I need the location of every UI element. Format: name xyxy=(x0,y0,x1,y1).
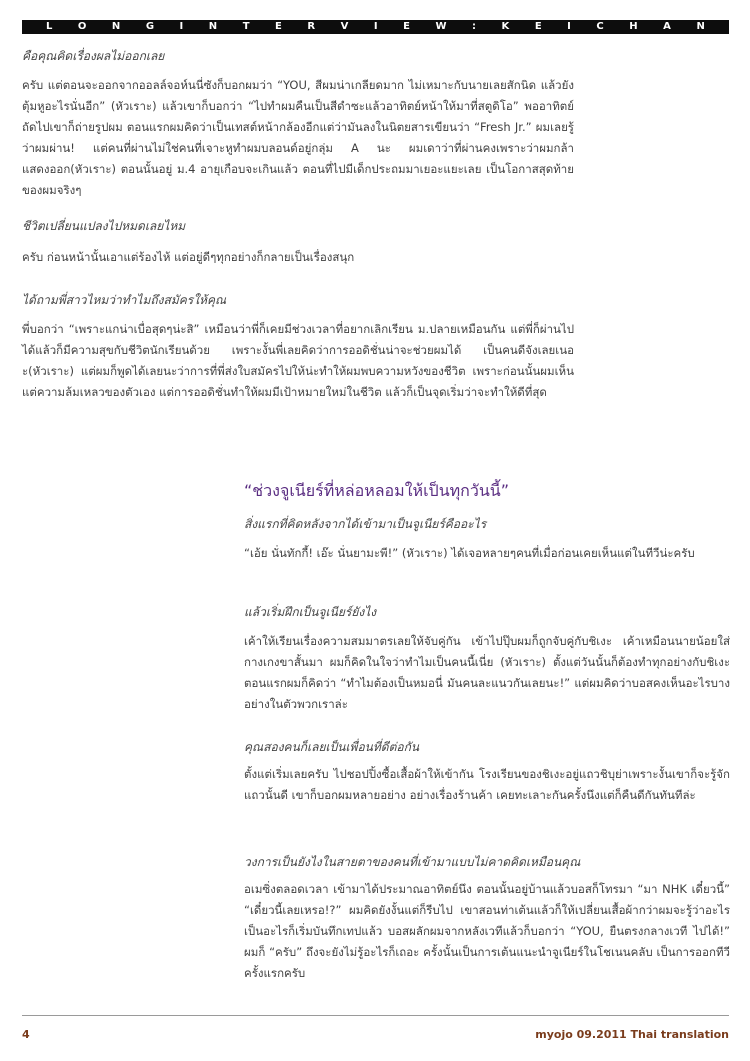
qa-section xyxy=(244,739,730,806)
question: คุณสองคนก็เลยเป็นเพื่อนที่ดีต่อกัน xyxy=(244,740,420,754)
header-letter: K xyxy=(501,21,510,32)
question: แล้วเริ่มฝึกเป็นจูเนียร์ยังไง xyxy=(244,605,377,619)
header-letter: I xyxy=(179,21,184,32)
header-letter: N xyxy=(696,21,705,32)
page-number: 4 xyxy=(22,1028,30,1041)
qa-section xyxy=(22,218,574,268)
qa-section xyxy=(244,516,730,564)
header-bar xyxy=(22,20,729,34)
header-letter: I xyxy=(373,21,378,32)
qa-section xyxy=(244,604,730,715)
question: ชีวิตเปลี่ยนแปลงไปหมดเลยไหม xyxy=(22,219,186,233)
footer-rule xyxy=(22,1015,729,1016)
header-letter: O xyxy=(77,21,87,32)
answer: ตั้งแต่เริ่มเลยครับ ไปชอปปิ้งซื้อเสื้อผ้าให้เข้ากัน โรงเรียนของชิเงะอยู่แถวชิบุย่าเพราะงั้นเขาก็จะรู้จักแถวนั้นดี เขาก็บอกผมหลายอย่าง อย่างเรื่องร้านค้า เคยทะเลาะกันครั้งนึงแต่ก็คืนดีกันทันทีล่ะ xyxy=(244,767,730,802)
header-letter: E xyxy=(534,21,542,32)
header-separator: : xyxy=(472,21,477,32)
header-letter: E xyxy=(275,21,282,32)
answer: เค้าให้เรียนเรื่องความสมมาตรเลยให้จับคู่กัน เข้าไปปุ๊บผมก็ถูกจับคู่กับชิเงะ เค้าเหมือนนายน้อยใส่กางเกงขาสั้นมา ผมก็คิดในใจว่าทำไมเป็นคนนี้เนี่ย (หัวเราะ) ตั้งแต่วันนั้นก็ต้องทำทุกอย่างกับชิเงะ ตอนแรกผมก็คิดว่า “ทำไมต้องเป็นหมอนี่ มันคนละแนวกันเลยนะ!” แต่ผมคิดว่าบอสคงเห็นอะไรบางอย่างในตัวพวกเราล่ะ xyxy=(244,634,730,711)
header-letter: G xyxy=(145,21,155,32)
answer: ครับ ก่อนหน้านั้นเอาแต่ร้องไห้ แต่อยู่ดีๆทุกอย่างก็กลายเป็นเรื่องสนุก xyxy=(22,250,355,264)
answer: ครับ แต่ตอนจะออกจากออลล์จอห์นนี่ซังก็บอกผมว่า “YOU, สีผมน่าเกลียดมาก ไม่เหมาะกับนายเลยสักนิด แล้วยังตุ้มหูอะไรนั่นอีก” (หัวเราะ) แล้วเขาก็บอกว่า “ไปทำผมคืนเป็นสีดำซะแล้วอาทิตย์หน้าให้มาที่สตูดิโอ” พออาทิตย์ถัดไปเขาก็ถ่ายรูปผม ตอนแรกผมคิดว่าเป็นเทสต์หน้ากล้องอีกแต่ว่ามันลงในนิตยสารเขียนว่า “Fresh Jr.” ผมเลยรู้ว่าผมผ่าน! แต่คนที่ผ่านไม่ใช่คนที่เจาะหูทำผมบลอนด์อยู่กลุ่ม A นะ ผมเดาว่าที่ผ่านคงเพราะว่าผมกล้าแสดงออก(หัวเราะ) ตอนนั้นอยู่ ม.4 อายุเกือบจะเกินแล้ว ตอนที่ไปมีเด็กประถมมาเยอะแยะเลย เป็นโอกาสสุดท้ายของผมจริงๆ xyxy=(22,78,574,197)
pullquote xyxy=(244,480,730,502)
pullquote-text: “ช่วงจูเนียร์ที่หล่อหลอมให้เป็นทุกวันนี้” xyxy=(244,481,510,500)
qa-section xyxy=(22,48,574,201)
header-letter: L xyxy=(46,21,53,32)
qa-section xyxy=(244,854,730,984)
header-letter: T xyxy=(242,21,250,32)
header-letter: N xyxy=(111,21,121,32)
header-letter: W xyxy=(435,21,447,32)
header-letter: R xyxy=(307,21,316,32)
question: สิ่งแรกที่คิดหลังจากได้เข้ามาเป็นจูเนียร์คืออะไร xyxy=(244,517,487,531)
answer: พี่บอกว่า “เพราะแกน่าเบื่อสุดๆน่ะสิ” เหมือนว่าพี่ก็เคยมีช่วงเวลาที่อยากเลิกเรียน ม.ปลายเหมือนกัน แต่พี่ก็ผ่านไปได้แล้วก็มีความสุขกับชีวิตนักเรียนด้วย เพราะงั้นพี่เลยคิดว่าการออดิชั่นน่าจะช่วยผมได้ เป็นคนดีจังเลยเนอะ(หัวเราะ) แต่ผมก็พูดได้เลยนะว่าการที่พี่ส่งใบสมัครไปให้น่ะทำให้ผมพบความหวังของชีวิต เพราะก่อนนั้นผมเห็นแต่ความล้มเหลวของตัวเอง แต่การออดิชั่นทำให้ผมมีเป้าหมายใหม่ในชีวิต แล้วก็เป็นจุดเริ่มว่าจะทำให้ดีที่สุด xyxy=(22,322,574,399)
header-letter: V xyxy=(340,21,349,32)
answer: อเมซิ่งตลอดเวลา เข้ามาได้ประมาณอาทิตย์นึง ตอนนั้นอยู่บ้านแล้วบอสก็โทรมา “มา NHK เดี๋ยวนี้” “เดี๋ยวนี้เลยเหรอ!?” ผมคิดยังงั้นแต่ก็รีบไป เขาสอนท่าเต้นแล้วก็ให้เปลี่ยนเสื้อผ้ากว่าผมจะรู้ว่าอะไรเป็นอะไรก็เริ่มบันทึกเทปแล้ว บอสผลักผมจากหลังเวทีแล้วก็บอกว่า “YOU, ยืนตรงกลางเวที ไปได้!” ผมก็ “ครับ” ถึงจะยังไม่รู้อะไรก็เถอะ ครั้งนั้นเป็นการเต้นแนะนำจูเนียร์ในโชเนนคลับ เป็นการออกทีวีครั้งแรกครับ xyxy=(244,882,730,980)
header-letter: N xyxy=(208,21,218,32)
header-letter: I xyxy=(567,21,571,32)
header-letter: E xyxy=(403,21,410,32)
question: คือคุณคิดเรื่องผลไม่ออกเลย xyxy=(22,49,165,63)
header-letter: H xyxy=(629,21,638,32)
header-letter: A xyxy=(663,21,671,32)
question: วงการเป็นยังไงในสายตาของคนที่เข้ามาแบบไม่คาดคิดเหมือนคุณ xyxy=(244,855,581,869)
qa-section xyxy=(22,292,574,403)
question: ได้ถามพี่สาวไหมว่าทำไมถึงสมัครให้คุณ xyxy=(22,293,227,307)
answer: “เอ้ย นั่นทักกี้! เอ๊ะ นั่นยามะพี!” (หัวเราะ) ได้เจอหลายๆคนที่เมื่อก่อนเคยเห็นแต่ในทีวีน่ะครับ xyxy=(244,546,695,560)
header-letter: C xyxy=(596,21,604,32)
publication-credit: myojo 09.2011 Thai translation xyxy=(535,1028,729,1041)
